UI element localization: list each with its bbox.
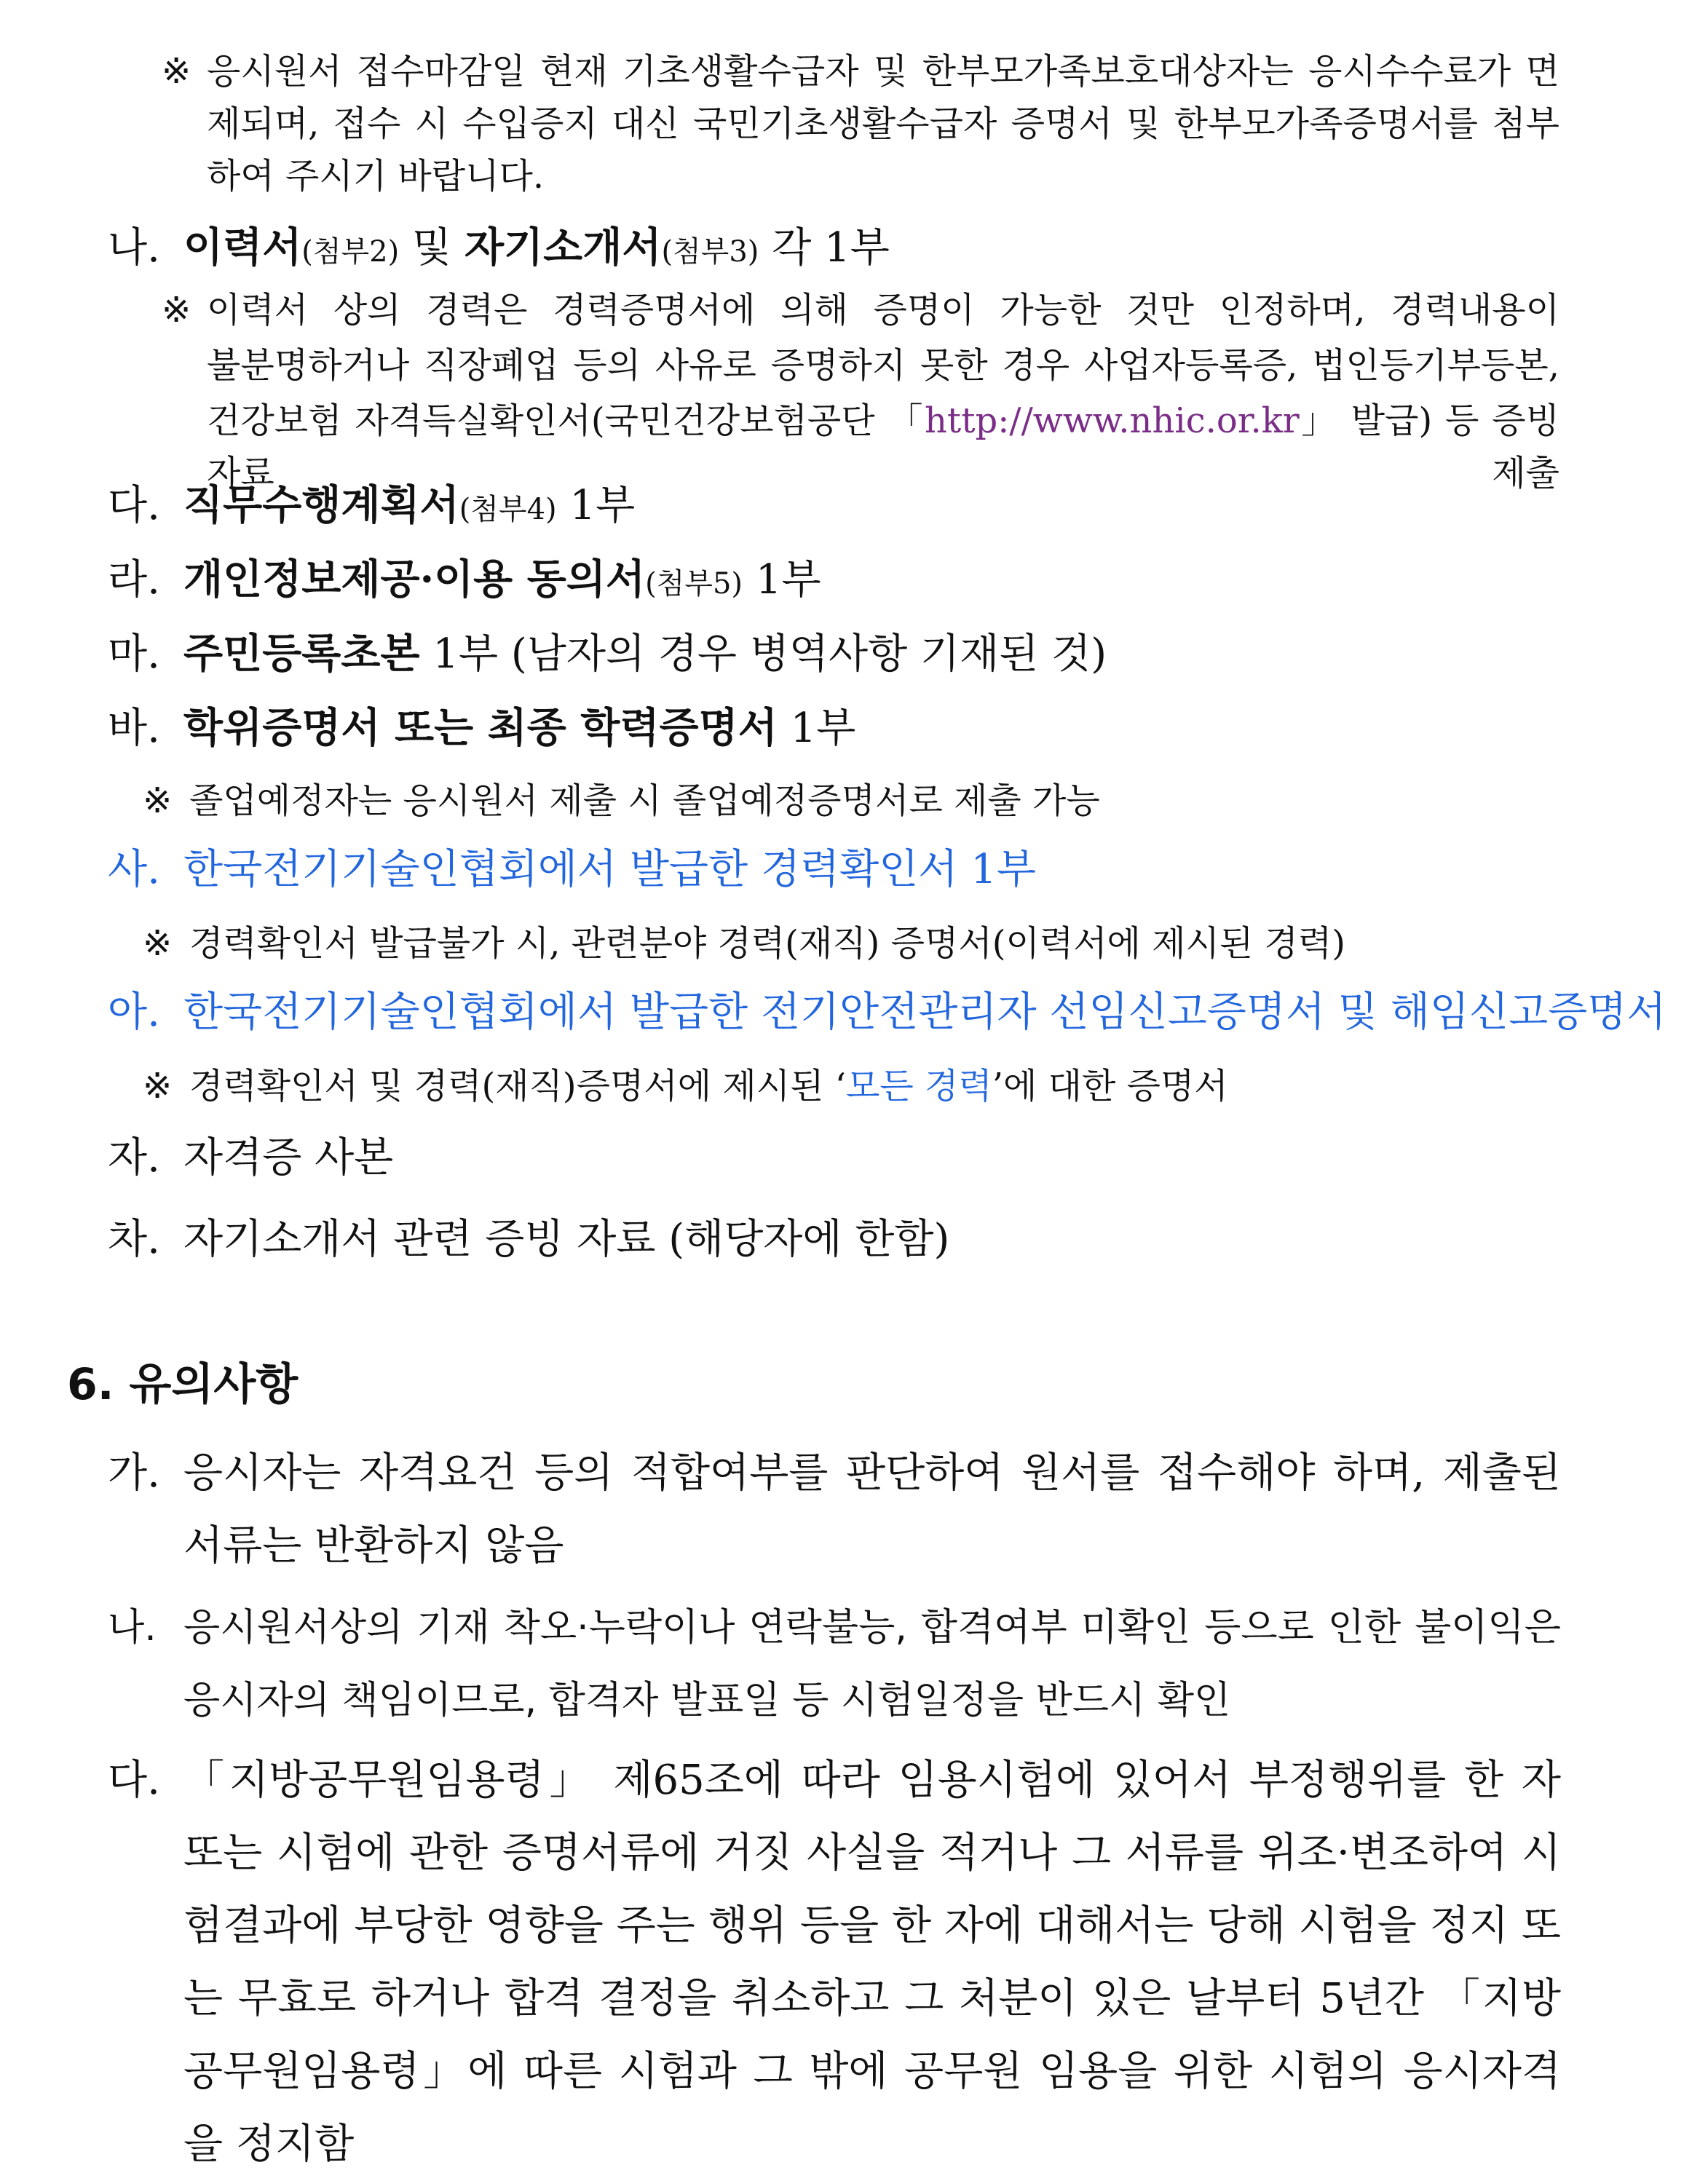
notice-na xyxy=(108,1591,1561,1737)
note-line-3-b: 」 발급) 등 증빙자료 제출 xyxy=(207,400,1559,494)
career-confirmation-note xyxy=(143,917,1562,970)
notice-ga xyxy=(108,1437,1561,1583)
notice-text: 「지방공무원임용령」 제65조에 따라 임용시험에 있어서 부정행위를 한 자 또는 시험에 관한 증명서류에 거짓 사실을 적거나 그 서류를 위조·변조하여 시험결과에 부당한 영향을 주는 행위 등을 한 자에 대해서는 당해 시험을 정지 또는 무효로 하거나 합격 결정을 취소하고 그 처분이 있은 날부터 5년간 「지방공무원임용령」에 따른 시험과 그 밖에 공무원 임용을 위한 시험의 응시자격을 정지함 xyxy=(183,1757,1561,2168)
note-mark: ※ xyxy=(143,1066,173,1107)
item-title: 자기소개서 관련 증빙 자료 xyxy=(183,1216,656,1263)
item-tail: 1부 xyxy=(743,556,821,603)
note-highlight: 모든 경력 xyxy=(846,1066,992,1107)
notice-da xyxy=(108,1744,1561,2181)
career-proof-note xyxy=(162,284,1559,336)
item-title-2: 자기소개서 xyxy=(464,223,662,272)
item-label: 차. xyxy=(108,1216,160,1263)
attachment-ref-2: (첨부3) xyxy=(661,235,759,269)
note-text: 응시원서 접수마감일 현재 기초생활수급자 및 한부모가족보호대상자는 응시수수료가 면제되며, 접수 시 수입증지 대신 국민기초생활수급자 증명서 및 한부모가족증명서를 첨부하여 주시기 바랍니다. xyxy=(207,51,1559,197)
note-text-a: 경력확인서 및 경력(재직)증명서에 제시된 ‘ xyxy=(189,1066,846,1107)
item-title: 한국전기기술인협회에서 발급한 전기안전관리자 선임신고증명서 및 해임신고증명서 xyxy=(183,989,1667,1036)
section-title: 6. 유의사항 xyxy=(67,1359,298,1410)
item-job-plan xyxy=(108,475,1564,540)
item-safety-manager-certificate xyxy=(108,981,1667,1043)
item-label: 다. xyxy=(108,482,160,529)
note-mark: ※ xyxy=(143,780,173,821)
item-label: 나. xyxy=(108,224,160,272)
item-tail: 1부 (남자의 경우 병역사항 기재된 것) xyxy=(419,630,1107,678)
item-tail: 1부 xyxy=(777,705,856,752)
item-label: 아. xyxy=(108,989,160,1036)
attachment-ref: (첨부2) xyxy=(301,235,400,269)
item-label: 라. xyxy=(108,556,160,603)
note-line-3-a: 건강보험 자격득실확인서(국민건강보험공단 「 xyxy=(207,400,925,441)
item-title: 직무수행계획서 xyxy=(183,481,459,529)
item-title: 학위증명서 또는 최종 학력증명서 xyxy=(183,704,778,752)
note-line-1: 이력서 상의 경력은 경력증명서에 의해 증명이 가능한 것만 인정하며, 경력내용이 xyxy=(207,290,1559,330)
item-connector: 및 xyxy=(399,224,464,272)
item-title: 이력서 xyxy=(183,223,302,272)
item-self-intro-evidence xyxy=(108,1208,1564,1270)
career-proof-note-line2 xyxy=(162,339,1559,392)
item-tail: 1부 xyxy=(556,482,636,529)
all-career-note xyxy=(143,1060,1562,1112)
item-label: 사. xyxy=(108,846,160,893)
item-title: 개인정보제공·이용 동의서 xyxy=(183,555,646,603)
item-label: 자. xyxy=(108,1134,160,1181)
graduation-note xyxy=(143,775,1562,827)
note-mark: ※ xyxy=(162,51,191,92)
item-label: 마. xyxy=(108,630,160,678)
note-text: 경력확인서 발급불가 시, 관련분야 경력(재직) 증명서(이력서에 제시된 경력) xyxy=(189,923,1346,964)
attachment-ref: (첨부5) xyxy=(645,567,743,601)
note-line-2: 불분명하거나 직장폐업 등의 사유로 증명하지 못한 경우 사업자등록증, 법인등기부등본, xyxy=(207,345,1559,386)
note-text-b: ’에 대한 증명서 xyxy=(992,1066,1228,1107)
attachment-ref: (첨부4) xyxy=(459,493,557,526)
fee-exemption-note xyxy=(162,45,1559,202)
item-label: 가. xyxy=(108,1449,160,1497)
item-resume xyxy=(108,217,1564,282)
note-mark: ※ xyxy=(162,290,191,330)
item-title: 주민등록초본 xyxy=(183,630,420,678)
nhic-link[interactable]: http://www.nhic.or.kr xyxy=(925,400,1300,441)
item-degree-certificate xyxy=(108,697,1564,759)
item-license-copy xyxy=(108,1127,1564,1189)
item-resident-record xyxy=(108,623,1564,685)
item-tail: (해당자에 한함) xyxy=(655,1216,950,1263)
note-mark: ※ xyxy=(143,923,173,964)
notice-text: 응시자는 자격요건 등의 적합여부를 판단하여 원서를 접수해야 하며, 제출된 서류는 반환하지 않음 xyxy=(183,1449,1561,1570)
note-text: 졸업예정자는 응시원서 제출 시 졸업예정증명서로 제출 가능 xyxy=(189,780,1100,821)
item-privacy-consent xyxy=(108,549,1564,614)
item-career-confirmation xyxy=(108,839,1564,900)
item-label: 다. xyxy=(108,1757,160,1804)
item-label: 나. xyxy=(108,1606,157,1650)
item-tail: 각 1부 xyxy=(759,224,890,272)
item-title: 한국전기기술인협회에서 발급한 경력확인서 1부 xyxy=(183,846,1036,893)
item-title: 자격증 사본 xyxy=(183,1134,394,1181)
item-label: 바. xyxy=(108,705,160,752)
notice-text: 응시원서상의 기재 착오·누락이나 연락불능, 합격여부 미확인 등으로 인한 불이익은 응시자의 책임이므로, 합격자 발표일 등 시험일정을 반드시 확인 xyxy=(183,1606,1561,1722)
